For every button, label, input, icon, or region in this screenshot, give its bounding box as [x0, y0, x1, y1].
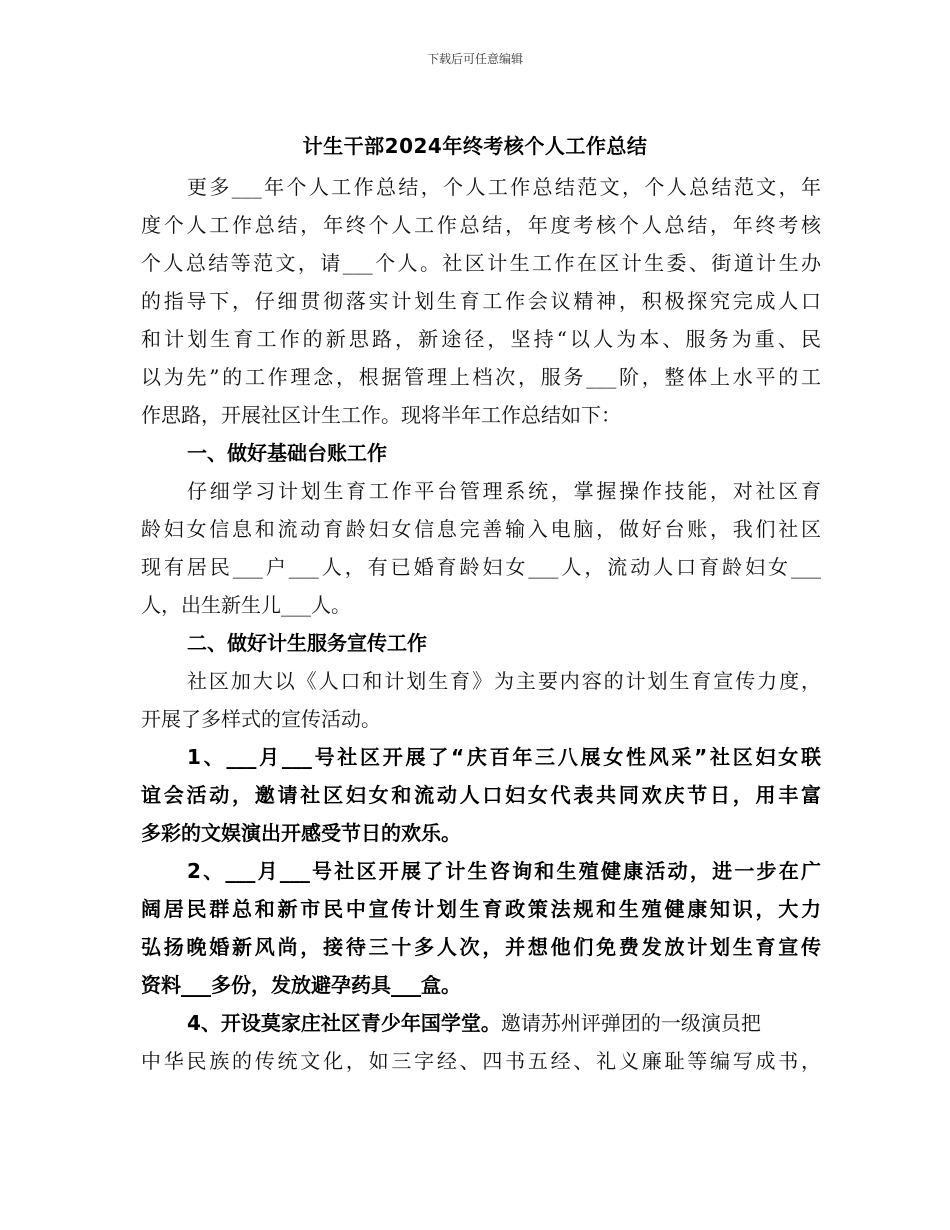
- item2-line: 阔居民群总和新市民中宣传计划生育政策法规和生殖健康知识，大力: [141, 897, 821, 921]
- intro-line: 的指导下，仔细贯彻落实计划生育工作会议精神，积极探究完成人口: [141, 289, 821, 313]
- item2-line: 弘扬晚婚新风尚，接待三十多人次，并想他们免费发放计划生育宣传: [141, 935, 821, 959]
- section1-line: 龄妇女信息和流动育龄妇女信息完善输入电脑，做好台账，我们社区: [141, 517, 821, 541]
- section-heading: 二、做好计生服务宣传工作: [187, 631, 427, 655]
- item2-line: 资料___多份，发放避孕药具___盒。: [141, 973, 461, 997]
- section2-line: 开展了多样式的宣传活动。: [141, 707, 381, 731]
- item2-line: 2、___月___号社区开展了计生咨询和生殖健康活动，进一步在广: [187, 859, 821, 883]
- item1-line: 1、___月___号社区开展了“庆百年三八展女性风采”社区妇女联: [187, 745, 821, 769]
- section1-line: 现有居民___户___人，有已婚育龄妇女___人，流动人口育龄妇女___: [141, 555, 821, 579]
- item4-line: [187, 1008, 821, 1038]
- intro-line: 和计划生育工作的新思路，新途径，坚持“以人为本、服务为重、民: [141, 327, 821, 351]
- intro-line: 更多___年个人工作总结，个人工作总结范文，个人总结范文，年: [187, 175, 821, 199]
- item1-line: 谊会活动，邀请社区妇女和流动人口妇女代表共同欢庆节日，用丰富: [141, 783, 821, 807]
- item1-line: 多彩的文娱演出开感受节日的欢乐。: [141, 821, 461, 845]
- item4-rest: 邀请苏州评弹团的一级演员把: [500, 1011, 761, 1035]
- intro-line: 度个人工作总结，年终个人工作总结，年度考核个人总结，年终考核: [141, 213, 821, 237]
- section1-line: 人，出生新生儿___人。: [141, 593, 351, 617]
- intro-line: 个人总结等范文，请___个人。社区计生工作在区计生委、街道计生办: [141, 251, 821, 275]
- intro-line: 以为先”的工作理念，根据管理上档次，服务___阶，整体上水平的工: [141, 365, 821, 389]
- header-note: 下载后可任意编辑: [426, 52, 523, 66]
- document-title: 计生干部2024年终考核个人工作总结: [302, 134, 648, 158]
- section2-line: 社区加大以《人口和计划生育》为主要内容的计划生育宣传力度，: [187, 669, 821, 693]
- item4-line: 中华民族的传统文化，如三字经、四书五经、礼义廉耻等编写成书，: [141, 1049, 821, 1073]
- item4-bold-lead: 4、开设莫家庄社区青少年国学堂。: [187, 1011, 501, 1035]
- section-heading: 一、做好基础台账工作: [187, 441, 387, 465]
- section1-line: 仔细学习计划生育工作平台管理系统，掌握操作技能，对社区育: [187, 479, 821, 503]
- intro-line: 作思路，开展社区计生工作。现将半年工作总结如下：: [141, 403, 621, 427]
